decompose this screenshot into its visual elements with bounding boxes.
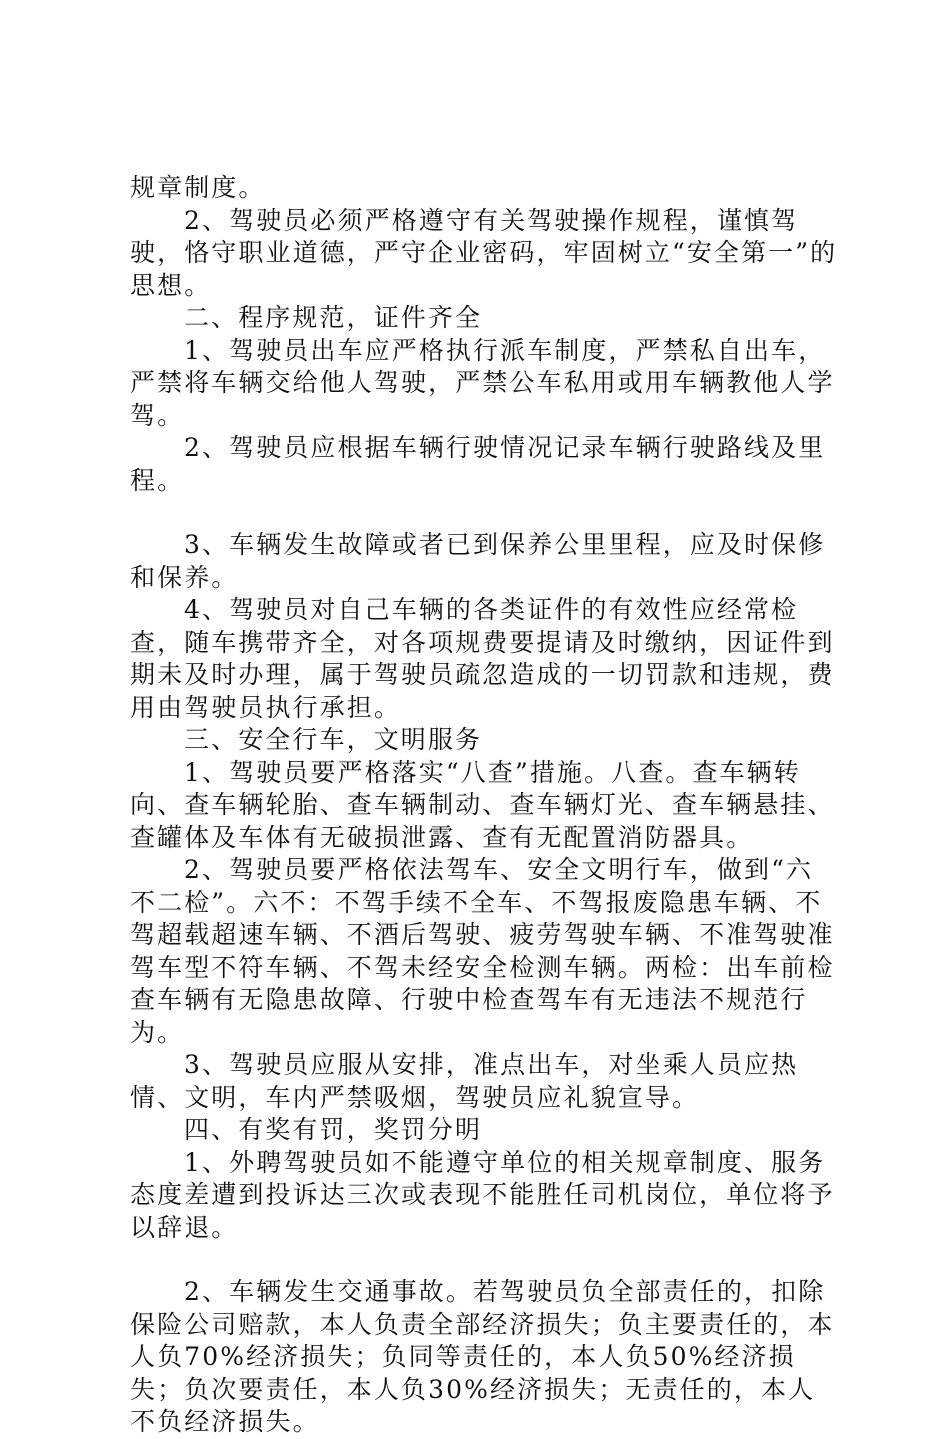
paragraph: 3、车辆发生故障或者已到保养公里里程，应及时保修和保养。 <box>130 530 826 592</box>
paragraph: 规章制度。 <box>130 173 266 202</box>
paragraph: 2、驾驶员应根据车辆行驶情况记录车辆行驶路线及里程。 <box>130 433 826 495</box>
paragraph: 1、驾驶员出车应严格执行派车制度，严禁私自出车，严禁将车辆交给他人驾驶，严禁公车私用或用车辆教他人学驾。 <box>130 335 835 430</box>
paragraph: 2、车辆发生交通事故。若驾驶员负全部责任的，扣除保险公司赔款，本人负责全部经济损失；负主要责任的，本人负70%经济损失；负同等责任的，本人负50%经济损失；负次要责任，本人负30%经济损失；无责任的，本人不负经济损失。 <box>130 1277 835 1436</box>
paragraph: 2、驾驶员要严格依法驾车、安全文明行车，做到“六不二检”。六不：不驾手续不全车、不驾报废隐患车辆、不驾超载超速车辆、不酒后驾驶、疲劳驾驶车辆、不准驾驶准驾车型不符车辆、不驾未经安全检测车辆。两检：出车前检查车辆有无隐患故障、行驶中检查驾车有无违法不规范行为。 <box>130 855 835 1047</box>
section-heading: 四、有奖有罚，奖罚分明 <box>184 1115 483 1144</box>
paragraph: 3、驾驶员应服从安排，准点出车，对坐乘人员应热情、文明，车内严禁吸烟，驾驶员应礼貌宣导。 <box>130 1050 799 1112</box>
paragraph: 1、外聘驾驶员如不能遵守单位的相关规章制度、服务态度差遭到投诉达三次或表现不能胜任司机岗位，单位将予以辞退。 <box>130 1147 835 1242</box>
paragraph: 2、驾驶员必须严格遵守有关驾驶操作规程，谨慎驾驶，恪守职业道德，严守企业密码，牢固树立“安全第一”的思想。 <box>130 205 838 300</box>
section-heading: 二、程序规范，证件齐全 <box>184 303 483 332</box>
section-heading: 三、安全行车，文明服务 <box>184 725 483 754</box>
paragraph: 1、驾驶员要严格落实“八查”措施。八查。查车辆转向、查车辆轮胎、查车辆制动、查车辆灯光、查车辆悬挂、查罐体及车体有无破损泄露、查有无配置消防器具。 <box>130 757 835 852</box>
paragraph: 4、驾驶员对自己车辆的各类证件的有效性应经常检查，随车携带齐全，对各项规费要提请及时缴纳，因证件到期未及时办理，属于驾驶员疏忽造成的一切罚款和违规，费用由驾驶员执行承担。 <box>130 595 835 722</box>
document-body <box>130 172 840 1439</box>
